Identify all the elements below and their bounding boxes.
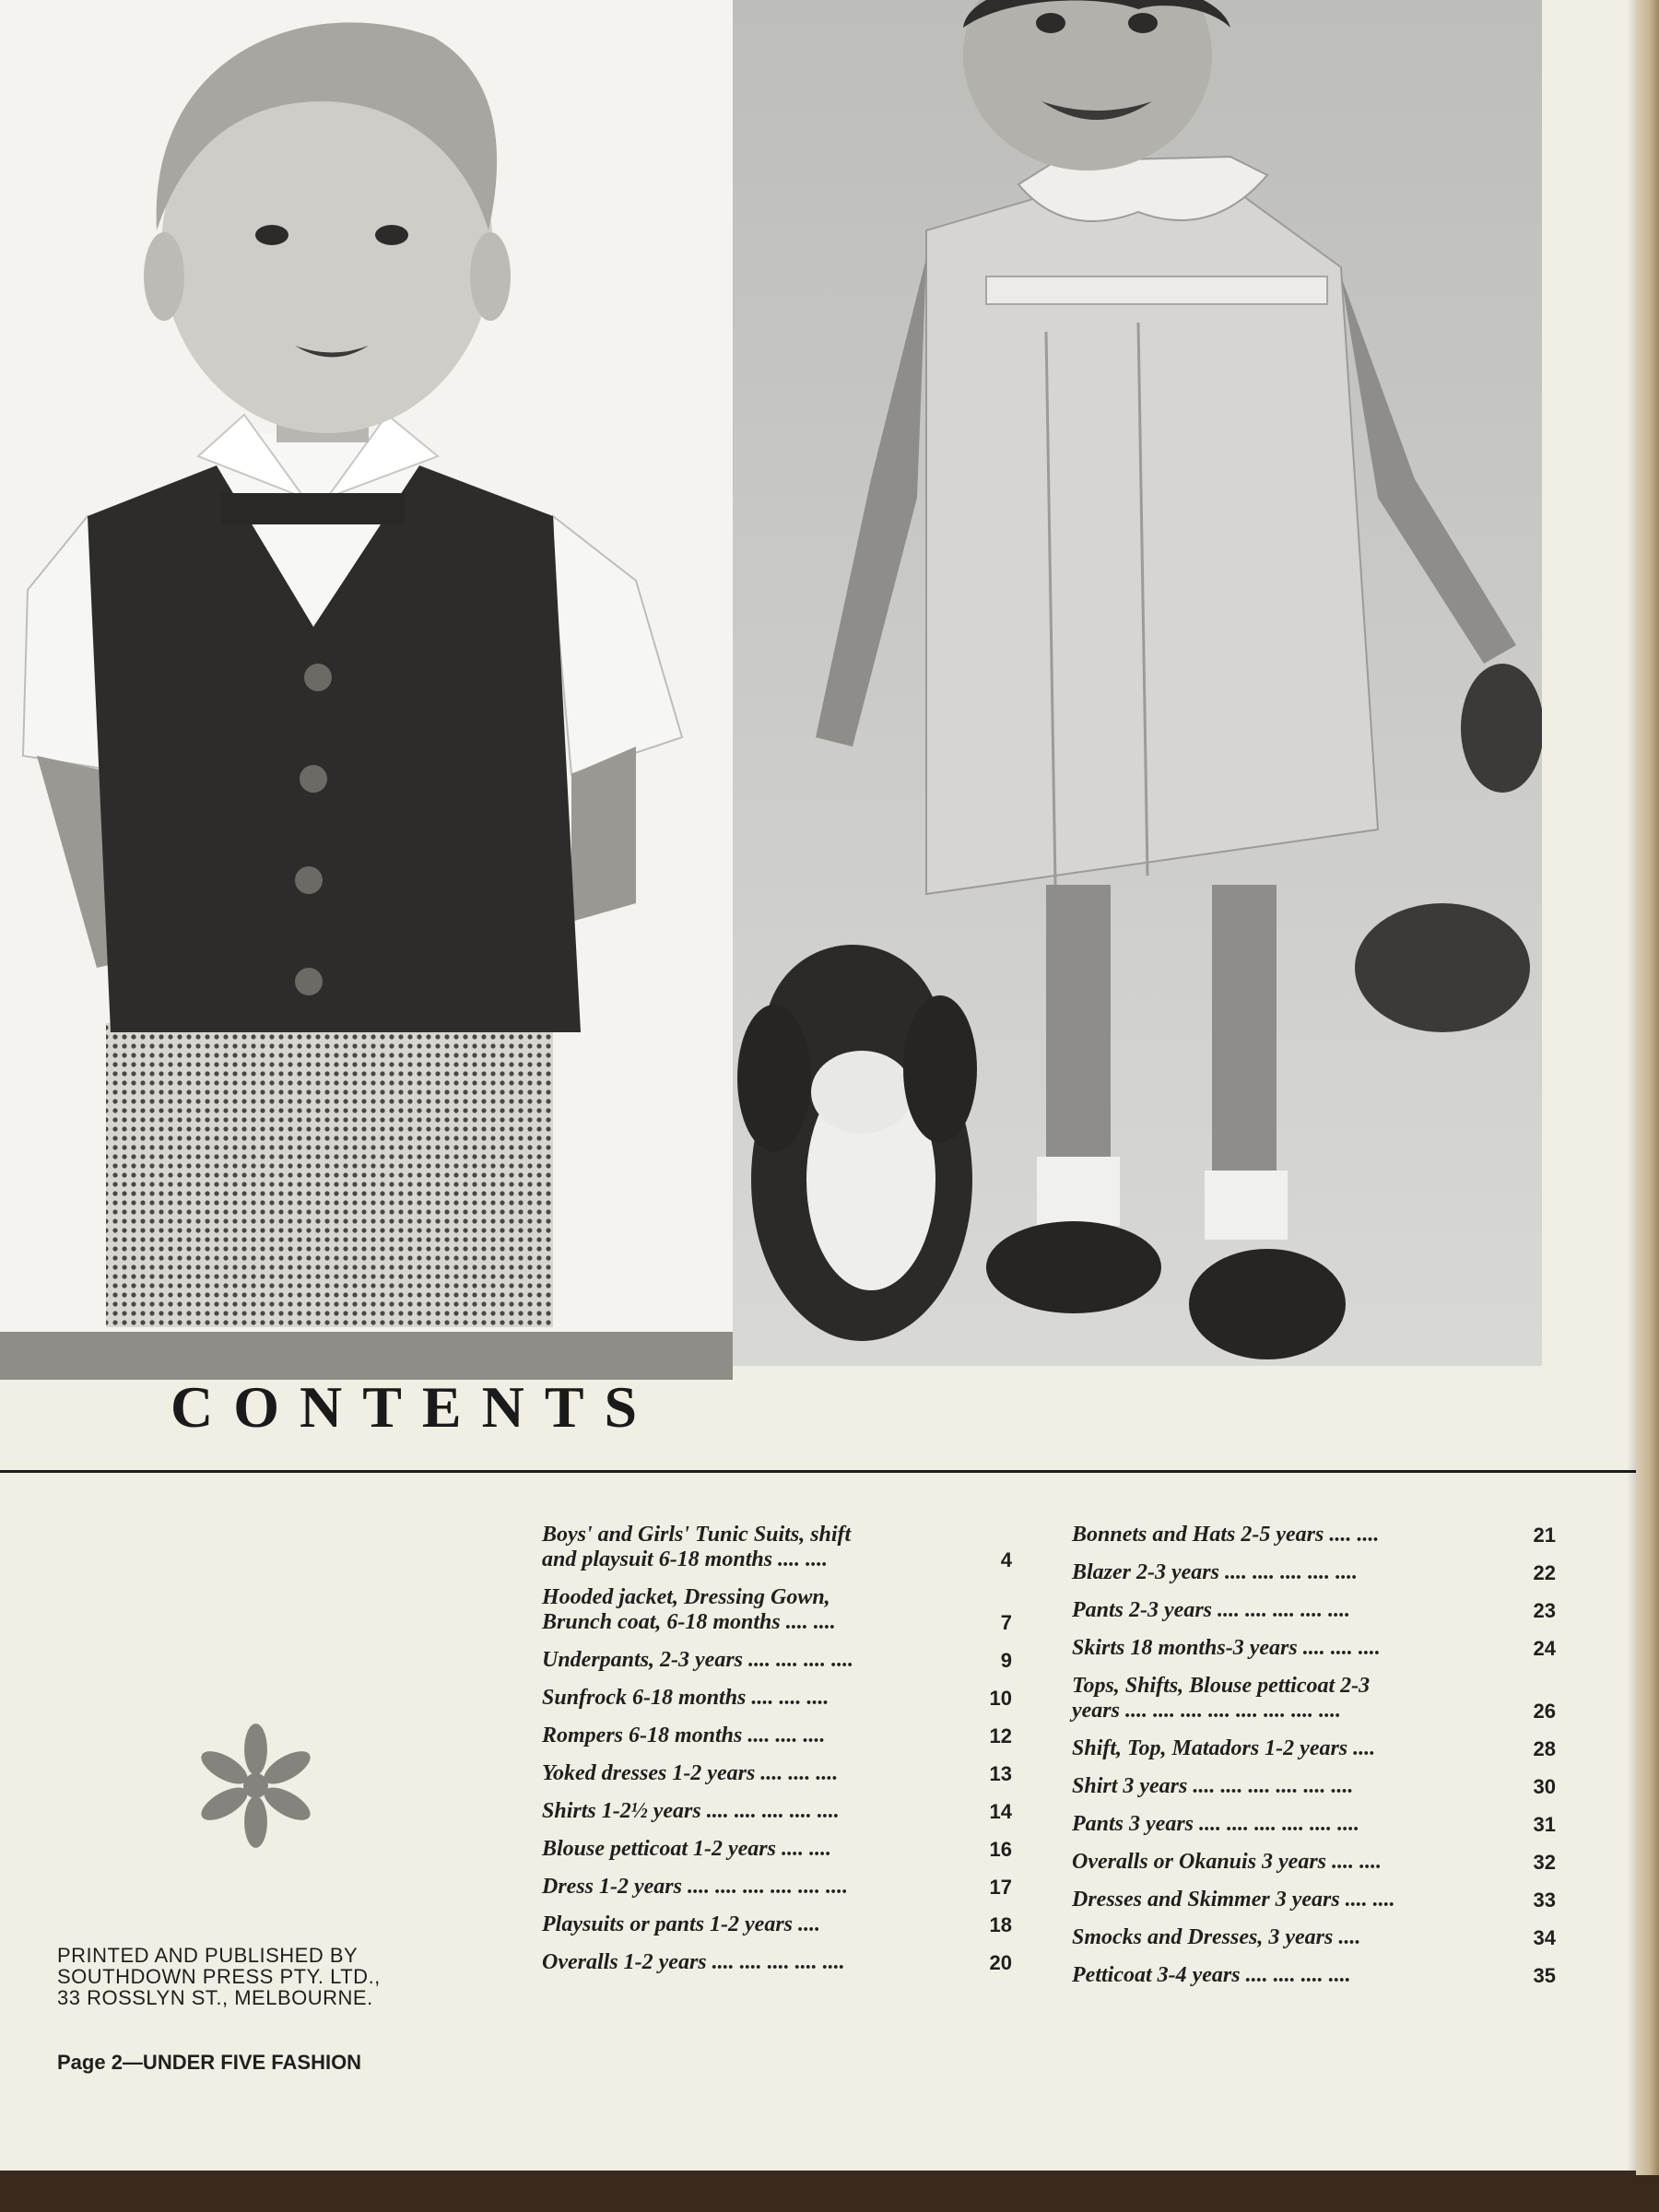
entry-title: Boys' and Girls' Tunic Suits, shift and playsuit 6-18 months .... .... — [542, 1523, 852, 1571]
contents-entry — [542, 1585, 1012, 1635]
entry-page: 13 — [989, 1762, 1012, 1785]
contents-entry — [542, 1761, 1012, 1786]
entry-title: Tops, Shifts, Blouse petticoat 2-3 years .... .... .... .... .... .... .... .... — [1072, 1674, 1371, 1723]
entry-title: Shirts 1-2½ years .... .... .... .... .... — [542, 1799, 840, 1823]
entry-title: Overalls 1-2 years .... .... .... .... .... — [542, 1950, 845, 1974]
entry-title: Blazer 2-3 years .... .... .... .... .... — [1072, 1560, 1358, 1584]
publisher-line: SOUTHDOWN PRESS PTY. LTD., — [57, 1965, 381, 1988]
contents-entry — [1072, 1523, 1556, 1547]
entry-page: 4 — [1000, 1548, 1012, 1571]
contents-list-right — [1072, 1523, 1556, 2001]
publisher-line: 33 ROSSLYN ST., MELBOURNE. — [57, 1986, 373, 2009]
entry-page: 34 — [1533, 1926, 1556, 1949]
entry-title: Bonnets and Hats 2-5 years .... .... — [1072, 1523, 1380, 1547]
entry-page: 35 — [1533, 1964, 1556, 1987]
contents-entry — [1072, 1774, 1556, 1799]
entry-page: 20 — [989, 1951, 1012, 1974]
photo-girl-in-pleated-dress — [733, 0, 1542, 1366]
entry-title: Shirt 3 years .... .... .... .... .... .... — [1072, 1774, 1354, 1798]
entry-page: 31 — [1533, 1813, 1556, 1836]
entry-page: 26 — [1533, 1700, 1556, 1723]
entry-title: Dresses and Skimmer 3 years .... .... — [1072, 1888, 1395, 1912]
entry-page: 12 — [989, 1724, 1012, 1747]
contents-entry — [542, 1875, 1012, 1900]
contents-entry — [542, 1837, 1012, 1862]
entry-title: Overalls or Okanuis 3 years .... .... — [1072, 1850, 1382, 1874]
contents-entry — [1072, 1850, 1556, 1875]
contents-entry — [1072, 1598, 1556, 1623]
contents-entry — [1072, 1925, 1556, 1950]
page-fold-shadow — [1627, 0, 1636, 2171]
entry-page: 22 — [1533, 1561, 1556, 1584]
entry-title: Pants 3 years .... .... .... .... .... .... — [1072, 1812, 1359, 1836]
page-folio: Page 2—UNDER FIVE FASHION — [57, 2051, 362, 2074]
contents-entry — [542, 1648, 1012, 1673]
contents-entry — [1072, 1812, 1556, 1837]
entry-title: Sunfrock 6-18 months .... .... .... — [542, 1686, 830, 1710]
entry-title: Smocks and Dresses, 3 years .... — [1072, 1925, 1361, 1949]
entry-page: 9 — [1000, 1649, 1012, 1672]
page-edge — [1636, 0, 1659, 2175]
horizontal-rule — [0, 1470, 1636, 1473]
entry-title: Shift, Top, Matadors 1-2 years .... — [1072, 1736, 1376, 1760]
contents-entry — [1072, 1560, 1556, 1585]
entry-title: Yoked dresses 1-2 years .... .... .... — [542, 1761, 839, 1785]
contents-entry — [542, 1523, 1012, 1572]
entry-page: 28 — [1533, 1737, 1556, 1760]
entry-page: 23 — [1533, 1599, 1556, 1622]
publisher-line: PRINTED AND PUBLISHED BY — [57, 1944, 359, 1967]
entry-title: Rompers 6-18 months .... .... .... — [542, 1724, 826, 1747]
contents-entry — [542, 1799, 1012, 1824]
contents-entry — [542, 1950, 1012, 1975]
contents-entry — [1072, 1674, 1556, 1724]
entry-title: Pants 2-3 years .... .... .... .... .... — [1072, 1598, 1350, 1622]
entry-title: Petticoat 3-4 years .... .... .... .... — [1072, 1963, 1351, 1987]
contents-entry — [1072, 1636, 1556, 1661]
entry-title: Blouse petticoat 1-2 years .... .... — [542, 1837, 831, 1861]
entry-page: 10 — [989, 1687, 1012, 1710]
entry-title: Dress 1-2 years .... .... .... .... .... .... — [542, 1875, 848, 1899]
entry-page: 32 — [1533, 1851, 1556, 1874]
entry-page: 21 — [1533, 1524, 1556, 1547]
entry-page: 33 — [1533, 1888, 1556, 1912]
entry-page: 7 — [1000, 1611, 1012, 1634]
photo-boy-in-vest — [0, 0, 733, 1332]
entry-page: 14 — [989, 1800, 1012, 1823]
contents-entry — [1072, 1963, 1556, 1988]
entry-page: 18 — [989, 1913, 1012, 1936]
publisher-imprint — [57, 1945, 481, 2008]
contents-entry — [542, 1686, 1012, 1711]
entry-page: 30 — [1533, 1775, 1556, 1798]
contents-entry — [542, 1912, 1012, 1937]
contents-entry — [542, 1724, 1012, 1748]
contents-entry — [1072, 1888, 1556, 1912]
entry-title: Underpants, 2-3 years .... .... .... .... — [542, 1648, 854, 1672]
entry-page: 16 — [989, 1838, 1012, 1861]
entry-title: Skirts 18 months-3 years .... .... .... — [1072, 1636, 1381, 1660]
entry-title: Playsuits or pants 1-2 years .... — [542, 1912, 821, 1936]
entry-title: Hooded jacket, Dressing Gown, Brunch coat, 6-18 months .... .... — [542, 1585, 836, 1634]
entry-page: 17 — [989, 1876, 1012, 1899]
entry-page: 24 — [1533, 1637, 1556, 1660]
contents-entry — [1072, 1736, 1556, 1761]
flower-icon — [189, 1719, 323, 1853]
contents-heading: CONTENTS — [171, 1374, 658, 1440]
contents-list-left — [542, 1523, 1012, 1988]
